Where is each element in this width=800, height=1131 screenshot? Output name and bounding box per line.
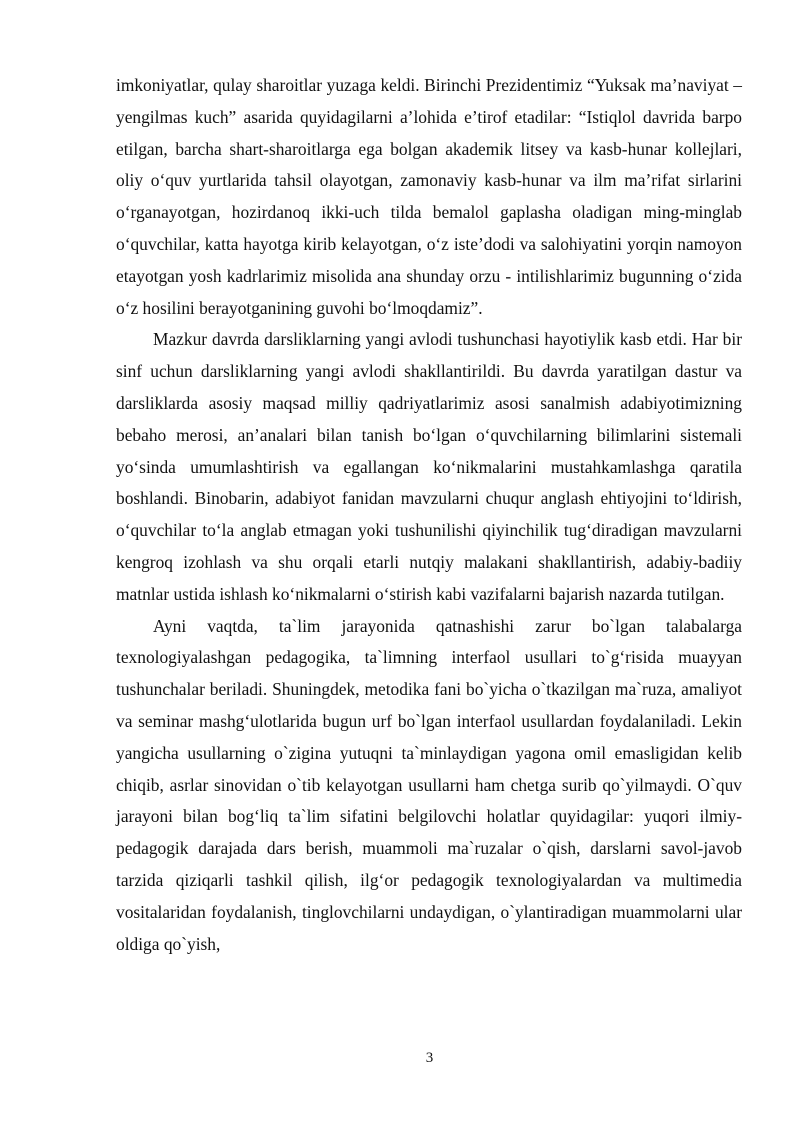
page-body <box>116 70 742 960</box>
paragraph-textbooks: Mazkur davrda darsliklarning yangi avlodi tushunchasi hayotiylik kasb etdi. Har bir sinf uchun darsliklarning yangi avlodi shakllantirildi. Bu davrda yaratilgan dastur va darsliklarda asosiy maqsad milliy qadriyatlarimiz asosi sanalmish adabiyotimizning bebaho merosi, an’analari bilan tanish bo‘lgan o‘quvchilarning bilimlarini sistemali yo‘sinda umumlashtirish va egallangan ko‘nikmalarini mustahkamlashga qaratila boshlandi. Binobarin, adabiyot fanidan mavzularni chuqur anglash ehtiyojini to‘ldirish, o‘quvchilar to‘la anglab etmagan yoki tushunilishi qiyinchilik tug‘diradigan mavzularni kengroq izohlash va shu orqali etarli nutqiy malakani shakllantirish, adabiy-badiiy matnlar ustida ishlash ko‘nikmalarni o‘stirish kabi vazifalarni bajarish nazarda tutilgan. <box>116 329 742 604</box>
paragraph-methods: Ayni vaqtda, ta`lim jarayonida qatnashishi zarur bo`lgan talabalarga texnologiyalashgan pedagogika, ta`limning interfaol usullari to`g‘risida muayyan tushunchalar beriladi. Shuningdek, metodika fani bo`yicha o`tkazilgan ma`ruza, amaliyot va seminar mashg‘ulotlarida bugun urf bo`lgan interfaol usullardan foydalaniladi. Lekin yangicha usullarning o`zigina yutuqni ta`minlaydigan yagona omil emasligidan kelib chiqib, asrlar sinovidan o`tib kelayotgan usullarni ham chetga surib qo`yilmaydi. O`quv jarayoni bilan bog‘liq ta`lim sifatini belgilovchi holatlar quyidagilar: yuqori ilmiy-pedagogik darajada dars berish, muammoli ma`ruzalar o`qish, darslarni savol-javob tarzida qiziqarli tashkil qilish, ilg‘or pedagogik texnologiyalardan va multimedia vositalaridan foydalanish, tinglovchilarni undaydigan, o`ylantiradigan muammolarni ular oldiga qo`yish, <box>116 615 742 954</box>
paragraph-continuation: imkoniyatlar, qulay sharoitlar yuzaga keldi. Birinchi Prezidentimiz “Yuksak ma’naviyat – yengilmas kuch” asarida quyidagilarni a’lohida e’tirof etadilar: “Istiqlol davrida barpo etilgan, barcha shart-sharoitlarga ega bolgan akademik litsey va kasb-hunar kollejlari, oliy o‘quv yurtlarida tahsil olayotgan, zamonaviy kasb-hunar va ilm ma’rifat sirlarini o‘rganayotgan, hozirdanoq ikki-uch tilda bemalol gaplasha oladigan ming-minglab o‘quvchilar, katta hayotga kirib kelayotgan, o‘z iste’dodi va salohiyatini yorqin namoyon etayotgan yosh kadrlarimiz misolida ana shunday orzu - intilishlarimiz bugunning o‘zida o‘z hosilini berayotganining guvohi bo‘lmoqdamiz”. <box>116 75 742 318</box>
page-number: 3 <box>425 1050 434 1066</box>
